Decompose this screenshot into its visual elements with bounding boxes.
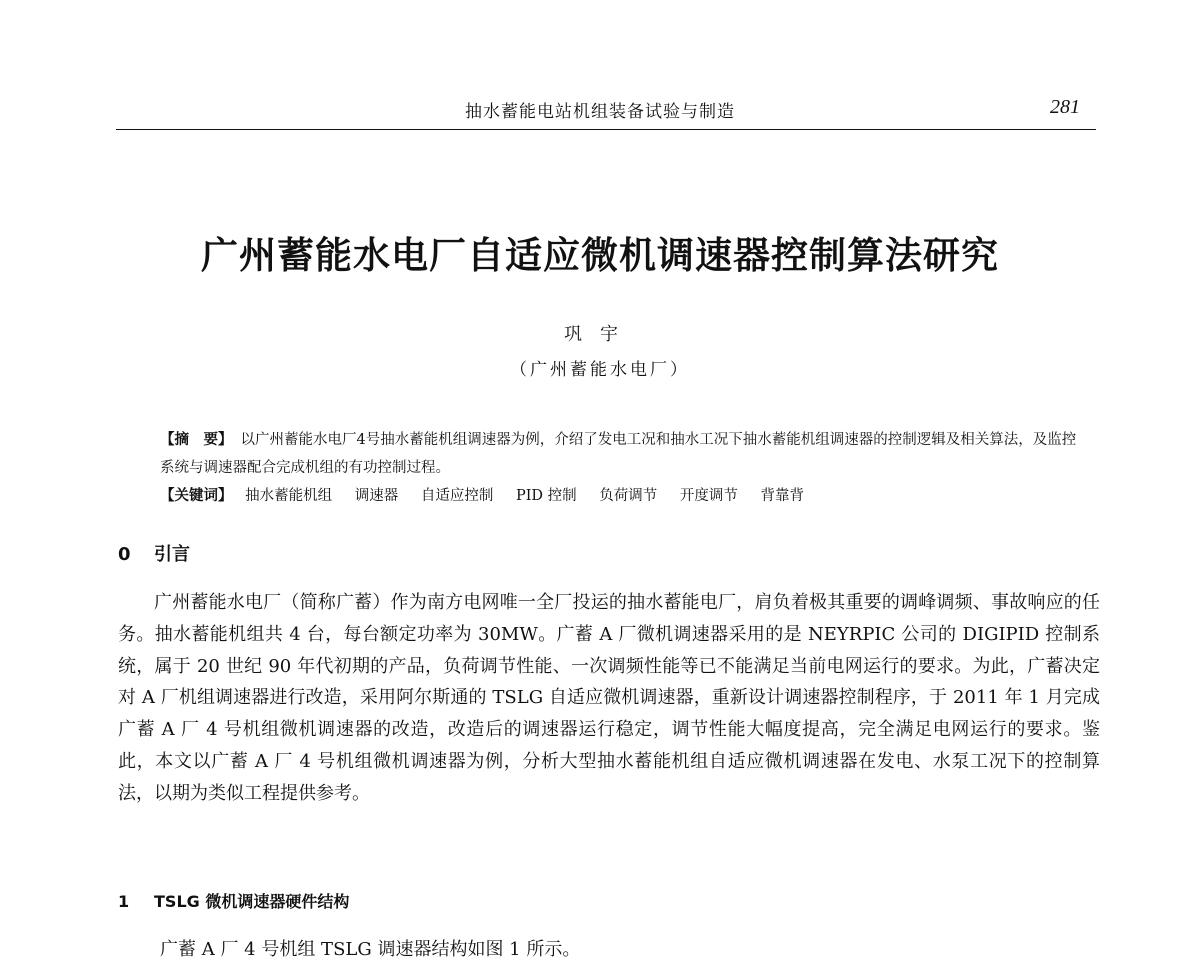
- section-heading-introduction: [118, 540, 190, 566]
- abstract-label: 【摘 要】: [160, 431, 233, 448]
- keyword: 调速器: [354, 488, 399, 504]
- introduction-paragraph: 广州蓄能水电厂（简称广蓄）作为南方电网唯一全厂投运的抽水蓄能电厂，肩负着极其重要的调峰调频、事故响应的任务。抽水蓄能机组共 4 台，每台额定功率为 30MW。广蓄 A 厂微机调速器采用的是 NEYRPIC 公司的 DIGIPID 控制系统，属于 20 世纪 90 年代初期的产品，负荷调节性能、一次调频性能等已不能满足当前电网运行的要求。为此，广蓄决定对 A 厂机组调速器进行改造，采用阿尔斯通的 TSLG 自适应微机调速器，重新设计调速器控制程序，于 2011 年 1 月完成广蓄 A 厂 4 号机组微机调速器的改造，改造后的调速器运行稳定，调节性能大幅度提高，完全满足电网运行的要求。鉴此，本文以广蓄 A 厂 4 号机组微机调速器为例，分析大型抽水蓄能机组自适应微机调速器在发电、水泵工况下的控制算法，以期为类似工程提供参考。: [118, 592, 1100, 804]
- section-number: 1: [118, 892, 130, 911]
- paper-title: 广州蓄能水电厂自适应微机调速器控制算法研究: [201, 233, 999, 277]
- running-header-title: 抽水蓄能电站机组装备试验与制造: [465, 102, 735, 122]
- author-name: 巩宇: [564, 324, 636, 345]
- keyword: 背靠背: [760, 488, 804, 504]
- section-title: TSLG 微机调速器硬件结构: [154, 892, 350, 911]
- keyword: PID 控制: [515, 488, 577, 504]
- section-number: 0: [118, 544, 131, 565]
- abstract: [160, 426, 1090, 482]
- keyword: 抽水蓄能机组: [245, 488, 333, 504]
- keyword: 自适应控制: [420, 488, 494, 504]
- page-number: 281: [1050, 96, 1080, 118]
- header-rule: [116, 129, 1096, 130]
- section-heading-hardware: [118, 889, 349, 912]
- introduction-body: [118, 587, 1100, 810]
- keywords: [160, 484, 1090, 505]
- author-affiliation: （广州蓄能水电厂）: [510, 360, 690, 380]
- abstract-text: 以广州蓄能水电厂4号抽水蓄能机组调速器为例，介绍了发电工况和抽水工况下抽水蓄能机组调速器的控制逻辑及相关算法，及监控系统与调速器配合完成机组的有功控制过程。: [160, 432, 1077, 476]
- section1-paragraph: 广蓄 A 厂 4 号机组 TSLG 调速器结构如图 1 所示。: [160, 939, 581, 960]
- keyword: 开度调节: [679, 488, 738, 504]
- keyword: 负荷调节: [599, 488, 658, 504]
- keywords-label: 【关键词】: [160, 487, 233, 504]
- section-title: 引言: [154, 544, 190, 565]
